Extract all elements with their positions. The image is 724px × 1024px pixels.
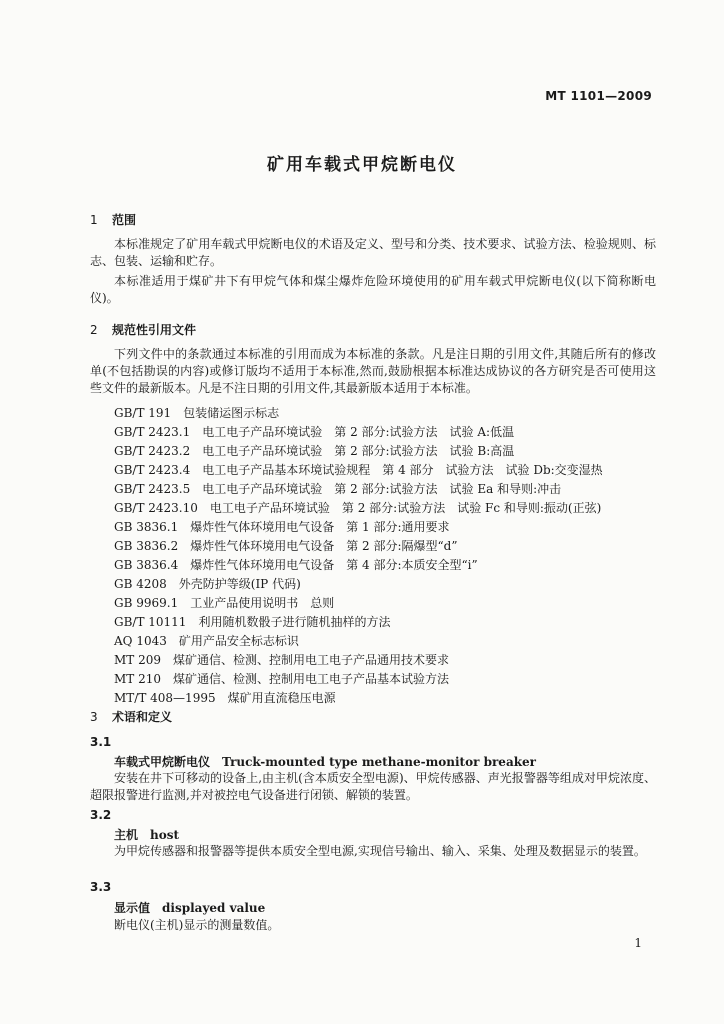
- section-1-paragraph-1: 本标准规定了矿用车载式甲烷断电仪的术语及定义、型号和分类、技术要求、试验方法、检验规则、标志、包装、运输和贮存。: [90, 237, 656, 268]
- reference-item: MT 209 煤矿通信、检测、控制用电工电子产品通用技术要求: [114, 653, 450, 667]
- section-2-number: 2: [90, 323, 98, 337]
- section-1-number: 1: [90, 213, 98, 227]
- page-number: 1: [634, 936, 642, 950]
- term-heading: [114, 899, 265, 916]
- section-2-paragraph-1: 下列文件中的条款通过本标准的引用而成为本标准的条款。凡是注日期的引用文件,其随后所有的修改单(不包括勘误的内容)或修订版均不适用于本标准,然而,鼓励根据本标准达成协议的各方研究是否可使用这些文件的最新版本。凡是不注日期的引用文件,其最新版本适用于本标准。: [90, 347, 656, 395]
- reference-item: GB 4208 外壳防护等级(IP 代码): [114, 577, 301, 591]
- section-1-heading: [90, 211, 136, 228]
- section-2-title: 规范性引用文件: [112, 323, 197, 337]
- standard-code: MT 1101—2009: [545, 89, 652, 103]
- reference-item: AQ 1043 矿用产品安全标志标识: [114, 634, 299, 648]
- reference-item: GB/T 2423.10 电工电子产品环境试验 第 2 部分:试验方法 试验 Fc 和导则:振动(正弦): [114, 501, 602, 515]
- reference-item: GB 9969.1 工业产品使用说明书 总则: [114, 596, 335, 610]
- term-number: 3.3: [90, 880, 112, 894]
- reference-item: GB 3836.4 爆炸性气体环境用电气设备 第 4 部分:本质安全型“i”: [114, 558, 478, 572]
- reference-item: GB 3836.2 爆炸性气体环境用电气设备 第 2 部分:隔爆型“d”: [114, 539, 458, 553]
- term-chinese: 车载式甲烷断电仪: [114, 755, 211, 769]
- reference-item: GB/T 10111 利用随机数骰子进行随机抽样的方法: [114, 615, 391, 629]
- section-3-title: 术语和定义: [112, 710, 173, 724]
- reference-item: GB 3836.1 爆炸性气体环境用电气设备 第 1 部分:通用要求: [114, 520, 450, 534]
- term-definition: 为甲烷传感器和报警器等提供本质安全型电源,实现信号输出、输入、采集、处理及数据显示的装置。: [114, 844, 646, 858]
- section-1-title: 范围: [112, 213, 137, 227]
- term-definition: 断电仪(主机)显示的测量数值。: [114, 918, 280, 932]
- term-chinese: 显示值: [114, 901, 151, 915]
- reference-item: MT 210 煤矿通信、检测、控制用电工电子产品基本试验方法: [114, 672, 450, 686]
- reference-item: GB/T 2423.4 电工电子产品基本环境试验规程 第 4 部分 试验方法 试验 Db:交变湿热: [114, 463, 603, 477]
- term-english: displayed value: [162, 901, 266, 915]
- reference-item: GB/T 191 包装储运图示标志: [114, 406, 280, 420]
- term-heading: [114, 826, 179, 843]
- term-english: host: [150, 828, 180, 842]
- term-heading: [114, 753, 536, 770]
- section-1-paragraph-2: 本标准适用于煤矿井下有甲烷气体和煤尘爆炸危险环境使用的矿用车载式甲烷断电仪(以下简称断电仪)。: [90, 274, 656, 305]
- section-3-heading: [90, 708, 172, 725]
- term-number: 3.2: [90, 808, 112, 822]
- document-title: 矿用车载式甲烷断电仪: [267, 155, 457, 175]
- reference-item: MT/T 408—1995 煤矿用直流稳压电源: [114, 691, 336, 705]
- term-chinese: 主机: [114, 828, 139, 842]
- section-2-heading: [90, 321, 196, 338]
- term-english: Truck-mounted type methane-monitor breaker: [222, 755, 536, 769]
- reference-item: GB/T 2423.2 电工电子产品环境试验 第 2 部分:试验方法 试验 B:高温: [114, 444, 515, 458]
- term-number: 3.1: [90, 735, 112, 749]
- reference-item: GB/T 2423.5 电工电子产品环境试验 第 2 部分:试验方法 试验 Ea 和导则:冲击: [114, 482, 562, 496]
- term-definition: 安装在井下可移动的设备上,由主机(含本质安全型电源)、甲烷传感器、声光报警器等组成对甲烷浓度、超限报警进行监测,并对被控电气设备进行闭锁、解锁的装置。: [90, 771, 656, 802]
- section-3-number: 3: [90, 710, 98, 724]
- reference-item: GB/T 2423.1 电工电子产品环境试验 第 2 部分:试验方法 试验 A:低温: [114, 425, 515, 439]
